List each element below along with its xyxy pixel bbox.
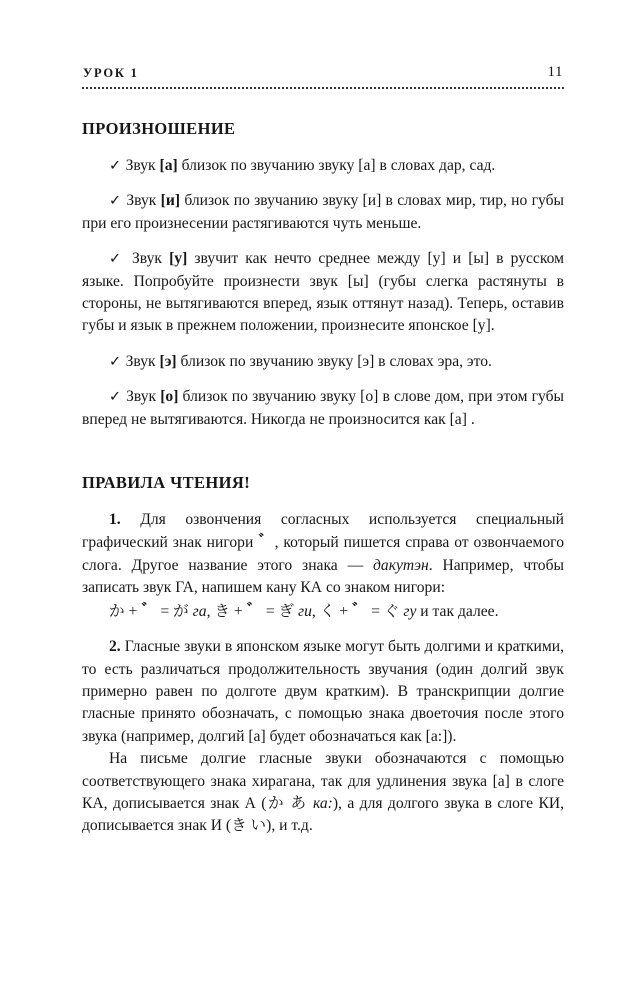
pronunciation-bullet-u — [82, 248, 564, 338]
text-segment: = ぐ — [367, 602, 404, 620]
rule-1-paragraph — [82, 509, 564, 600]
rule-2-paragraph — [82, 636, 564, 748]
reading-rules-section — [82, 473, 564, 838]
text-segment: близок по звучанию звуку [э] в словах эра, это. — [176, 352, 492, 370]
text-segment: звучит как нечто среднее между [у] и [ы] в русском языке. Попробуйте произнести звук [ы] (губы слегка растянуты в стороны, не вытягиваются вперед, язык оттянут назад). Теперь, оставив губы и язык в прежнем положении, произнесите японское [у]. — [82, 250, 565, 335]
check-bullet-icon: ✓ — [109, 251, 132, 268]
text-segment: ги — [298, 602, 312, 620]
text-segment: [а] — [159, 157, 178, 174]
text-segment: [и] — [160, 192, 181, 210]
text-segment: ка: — [312, 794, 333, 812]
text-segment: , き + — [206, 602, 247, 620]
reading-rules-title: ПРАВИЛА ЧТЕНИЯ! — [82, 473, 251, 493]
nigori-mark: ゛ — [258, 532, 275, 552]
text-segment: гу — [403, 602, 417, 620]
pronunciation-section — [82, 119, 564, 431]
page-header — [82, 64, 564, 87]
text-segment: [э] — [159, 352, 177, 370]
text-segment: близок по звучанию звуку [о] в слове дом, при этом губы вперед не вытягиваются. Никогда не произносится как [а] . — [82, 388, 564, 428]
rule-2-continued-paragraph — [82, 748, 564, 838]
check-bullet-icon: ✓ — [109, 158, 126, 174]
text-segment: Звук — [126, 388, 161, 406]
text-segment: На письме долгие гласные звуки обозначаются с помощью соответствующего знака хирагана, так для удлинения звука [а] в слоге КА, дописывается знак А (か あ — [82, 750, 564, 812]
text-segment: = が — [156, 602, 193, 620]
text-segment: Звук — [131, 250, 170, 268]
text-segment: близок по звучанию звуку [и] в словах мир, тир, но губы при его произнесении растягиваются чуть меньше. — [82, 192, 565, 232]
text-segment: [о] — [160, 388, 179, 406]
text-segment: га — [192, 602, 207, 620]
text-segment: Звук — [126, 192, 161, 210]
text-segment: , く + — [311, 602, 352, 620]
text-segment: 1. — [109, 511, 141, 529]
text-segment: Звук — [125, 157, 160, 174]
text-segment: дакутэн — [373, 556, 429, 574]
lesson-label: УРОК 1 — [83, 66, 139, 80]
text-segment: Гласные звуки в японском языке могут быть долгими и краткими, то есть различаться продолжительность звучания (один долгий звук примерно равен по долготе двум кратким). В транскрипции долгие гласные принято обозначать, с помощью знака двоеточия после этого звука (например, долгий [а] будет обозначаться как [а:]). — [82, 638, 564, 745]
check-bullet-icon: ✓ — [109, 353, 126, 370]
pronunciation-bullet-e — [82, 351, 564, 373]
pronunciation-title: ПРОИЗНОШЕНИЕ — [82, 119, 236, 138]
text-segment: か + — [109, 602, 142, 620]
text-segment: Звук — [125, 352, 160, 370]
pronunciation-bullet-a — [82, 155, 564, 177]
text-segment: [у] — [169, 250, 188, 268]
text-segment: ), а для долгого звука в слоге КИ, дописывается знак И (き い), и т.д. — [82, 794, 564, 835]
text-segment: = ぎ — [261, 602, 299, 620]
text-segment: 2. — [109, 638, 125, 656]
header-divider — [82, 87, 564, 89]
nigori-mark: ゛ — [141, 600, 157, 620]
text-segment: Для озвончения согласных используется специальный графический знак нигори — [82, 511, 564, 552]
text-segment: , который пишется справа от озвончаемого слога. Другое название этого знака — — [82, 534, 564, 574]
pronunciation-bullet-o — [82, 386, 564, 431]
page-number: 11 — [547, 64, 563, 80]
nigori-mark: ゛ — [351, 600, 368, 620]
nigori-mark: ゛ — [246, 600, 262, 620]
text-segment: и так далее. — [416, 602, 499, 620]
text-segment: . Например, чтобы записать звук ГА, напишем кану КА со знаком нигори: — [82, 556, 564, 597]
nigori-formula-line — [82, 600, 564, 623]
pronunciation-bullet-i — [82, 190, 564, 235]
check-bullet-icon: ✓ — [109, 389, 127, 406]
text-segment: близок по звучанию звуку [а] в словах дар, сад. — [177, 157, 496, 174]
check-bullet-icon: ✓ — [109, 193, 127, 210]
